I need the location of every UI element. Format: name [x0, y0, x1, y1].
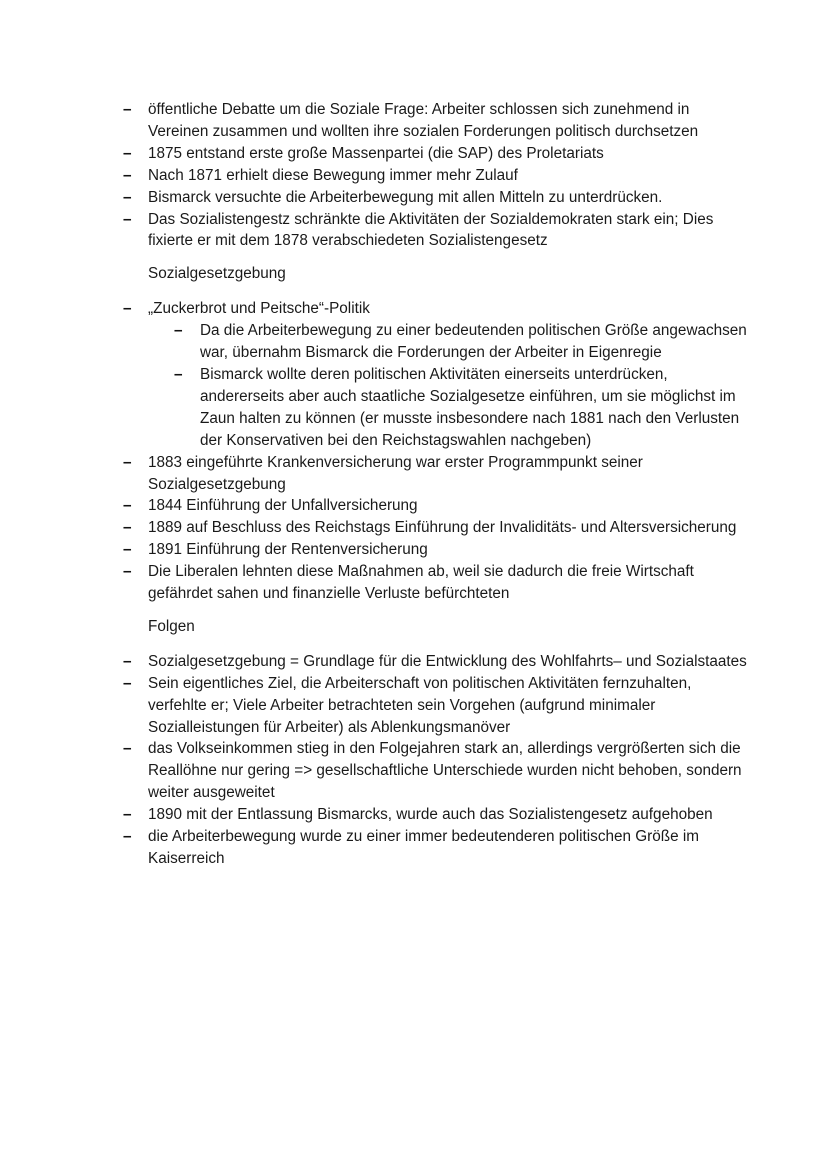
- bullet-dash: –: [123, 519, 132, 537]
- bullet-dash: –: [174, 322, 183, 340]
- sub-list-item: [0, 364, 828, 452]
- bullet-dash: –: [123, 652, 132, 670]
- list-item: [0, 298, 828, 320]
- bullet-dash: –: [123, 166, 132, 184]
- folgen-bullet-list: [0, 651, 828, 870]
- list-item-text: Da die Arbeiterbewegung zu einer bedeutenden politischen Größe angewachsen war, übernahm Bismarck die Forderungen der Arbeiter in Eigenregie: [200, 322, 747, 362]
- bullet-dash: –: [123, 300, 132, 318]
- list-item-text: 1875 entstand erste große Massenpartei (die SAP) des Proletariats: [148, 144, 604, 162]
- list-item: [0, 826, 828, 870]
- list-item-text: Die Liberalen lehnten diese Maßnahmen ab, weil sie dadurch die freie Wirtschaft gefährdet sahen und finanzielle Verluste befürchteten: [148, 563, 694, 603]
- list-item-text: Bismarck versuchte die Arbeiterbewegung mit allen Mitteln zu unterdrücken.: [148, 188, 663, 206]
- list-item: [0, 452, 828, 496]
- policy-sub-bullet-list: [0, 320, 828, 451]
- list-item: [0, 804, 828, 826]
- bullet-dash: –: [123, 188, 132, 206]
- list-item: [0, 495, 828, 517]
- bullet-dash: –: [123, 144, 132, 162]
- list-item: [0, 187, 828, 209]
- list-item: [0, 561, 828, 605]
- list-item-text: Bismarck wollte deren politischen Aktivitäten einerseits unterdrücken, andererseits aber auch staatliche Sozialgesetze einführen, um sie möglichst im Zaun halten zu können (er musste insbesondere nach 1881 nach den Verlusten der Konservativen bei den Reichstagswahlen nachgeben): [200, 365, 740, 449]
- bullet-dash: –: [123, 740, 132, 758]
- list-item: [0, 539, 828, 561]
- bullet-dash: –: [123, 806, 132, 824]
- list-item-text: „Zuckerbrot und Peitsche“-Politik: [148, 300, 370, 318]
- list-item-text: Nach 1871 erhielt diese Bewegung immer mehr Zulauf: [148, 166, 518, 184]
- list-item-text: Sein eigentliches Ziel, die Arbeiterschaft von politischen Aktivitäten fernzuhalten, verfehlte er; Viele Arbeiter betrachteten sein Vorgehen (aufgrund minimaler Sozialleistungen für Arbeiter) als Ablenkungsmanöver: [148, 674, 692, 736]
- list-item: [0, 673, 828, 739]
- list-item: [0, 209, 828, 253]
- bullet-dash: –: [123, 828, 132, 846]
- bullet-dash: –: [174, 365, 183, 383]
- list-item-text: das Volkseinkommen stieg in den Folgejahren stark an, allerdings vergrößerten sich die Reallöhne nur gering => gesellschaftliche Unterschiede wurden nicht behoben, sondern weiter ausgeweitet: [148, 740, 742, 802]
- section-heading-sozialgesetzgebung: Sozialgesetzgebung: [148, 265, 286, 283]
- list-item-text: 1844 Einführung der Unfallversicherung: [148, 497, 418, 515]
- list-item: [0, 738, 828, 804]
- bullet-dash: –: [123, 563, 132, 581]
- list-item: [0, 517, 828, 539]
- sub-list-item: [0, 320, 828, 364]
- list-item: [0, 99, 828, 143]
- section-heading-folgen: Folgen: [148, 617, 195, 635]
- bullet-dash: –: [123, 210, 132, 228]
- list-item-text: öffentliche Debatte um die Soziale Frage: Arbeiter schlossen sich zunehmend in Vereinen zusammen und wollten ihre sozialen Forderungen politisch durchsetzen: [148, 101, 699, 140]
- list-item: [0, 143, 828, 165]
- bullet-dash: –: [123, 541, 132, 559]
- bullet-dash: –: [123, 497, 132, 515]
- list-item-text: die Arbeiterbewegung wurde zu einer immer bedeutenderen politischen Größe im Kaiserreich: [148, 828, 699, 867]
- document-page: [0, 99, 828, 870]
- list-item-text: Sozialgesetzgebung = Grundlage für die Entwicklung des Wohlfahrts– und Sozialstaates: [148, 652, 747, 670]
- list-item: [0, 165, 828, 187]
- bullet-dash: –: [123, 101, 132, 118]
- list-item: [0, 651, 828, 673]
- list-item-text: 1883 eingeführte Krankenversicherung war erster Programmpunkt seiner Sozialgesetzgebung: [148, 453, 643, 493]
- list-item-text: 1891 Einführung der Rentenversicherung: [148, 541, 428, 559]
- list-item-text: Das Sozialistengestz schränkte die Aktivitäten der Sozialdemokraten stark ein; Dies fixierte er mit dem 1878 verabschiedeten Sozialistengesetz: [148, 210, 714, 250]
- sozialgesetzgebung-bullet-list: [0, 298, 828, 320]
- insurance-bullet-list: [0, 452, 828, 605]
- list-item-text: 1890 mit der Entlassung Bismarcks, wurde auch das Sozialistengesetz aufgehoben: [148, 806, 713, 824]
- bullet-dash: –: [123, 674, 132, 692]
- list-item-text: 1889 auf Beschluss des Reichstags Einführung der Invaliditäts- und Altersversicherung: [148, 519, 737, 537]
- bullet-dash: –: [123, 453, 132, 471]
- intro-bullet-list: [0, 99, 828, 252]
